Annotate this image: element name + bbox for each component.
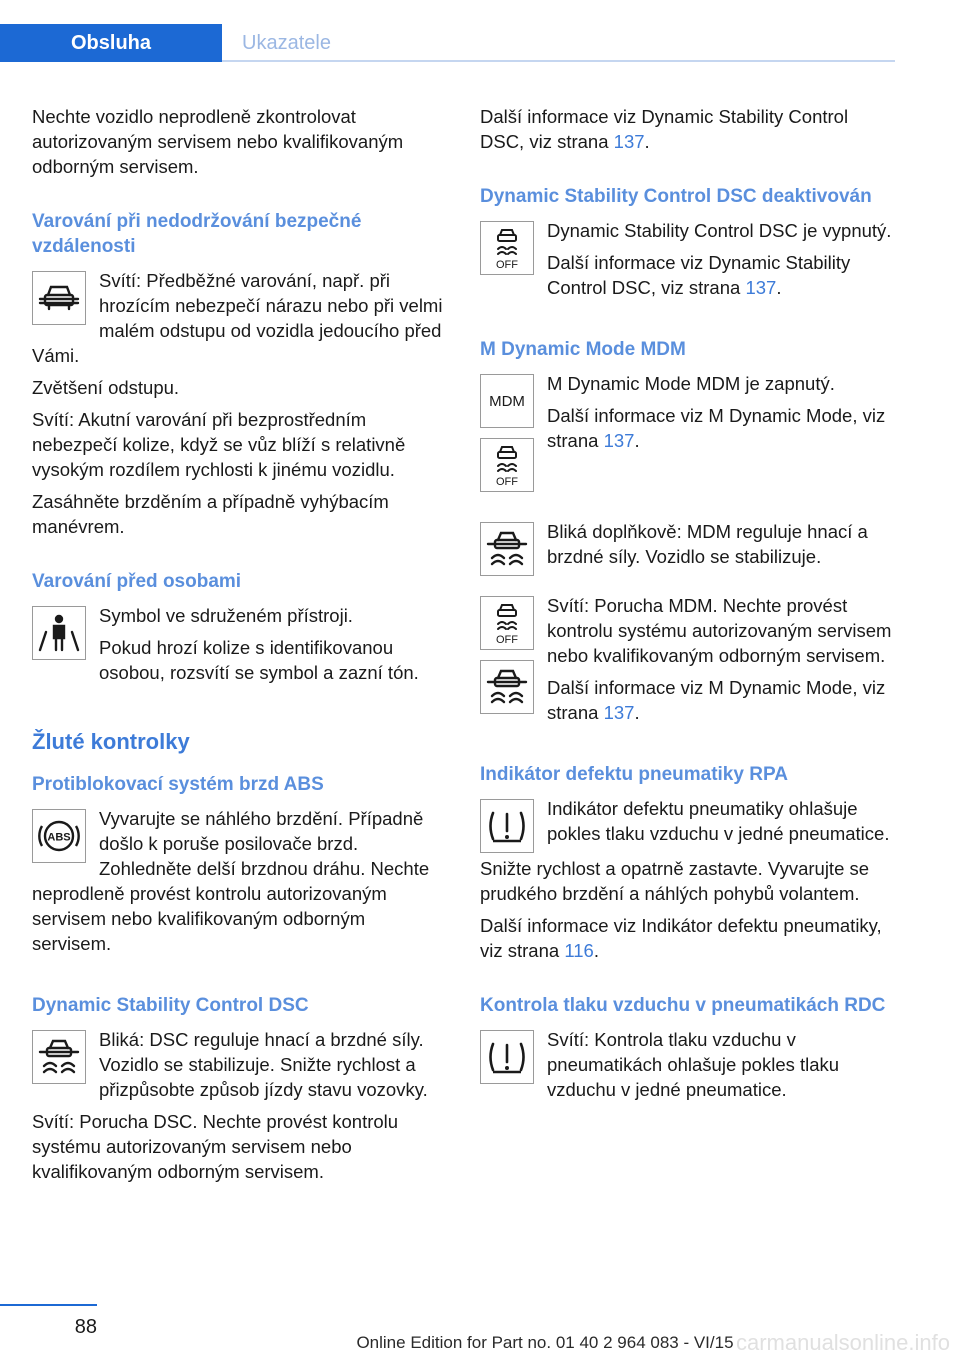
- mdm-lead: M Dynamic Mode MDM je zapnutý.: [547, 373, 835, 394]
- header-tabs: [0, 24, 895, 62]
- page-link-116[interactable]: 116: [564, 940, 594, 961]
- mdm-block: [480, 371, 896, 505]
- mdm-icon: [480, 374, 534, 428]
- dsc-off-label: OFF: [496, 259, 518, 271]
- intro-paragraph: Nechte vozidlo neprodleně zkontrolovat autorizovaným servisem nebo kvalifikovaným odborným servisem.: [32, 106, 404, 177]
- page-link-137[interactable]: 137: [745, 277, 777, 298]
- heading-rdc: Kontrola tlaku vzduchu v pneumatikách RDC: [480, 995, 886, 1016]
- dsc-info-paragraph: Další informace viz Dynamic Stability Control DSC, viz strana 137.: [480, 106, 849, 152]
- heading-abs: Protiblokovací systém brzd ABS: [32, 774, 324, 795]
- dsc-icon: [480, 522, 534, 576]
- heading-mdm: M Dynamic Mode MDM: [480, 339, 686, 360]
- mdm-flash-block: [480, 519, 896, 579]
- heading-distance-warning: Varování při nedodržování bezpečné vzdálenosti: [32, 211, 362, 257]
- person-warning-p2: Pokud hrozí kolize s identifikovanou osobou, rozsvítí se symbol a zazní tón.: [99, 637, 419, 683]
- edition-text: Online Edition for Part no. 01 40 2 964 083 - VI/15: [356, 1333, 734, 1352]
- rpa-p2: Snižte rychlost a opatrně zastavte. Vyvarujte se prudkého brzdění a náhlých pohybů volantem.: [480, 858, 870, 904]
- page-number: 88: [74, 1316, 97, 1338]
- distance-warning-p2: Zvětšení odstupu.: [32, 377, 180, 398]
- abs-lead: Vyvarujte se náhlého brzdění. Případně došlo k poruše posilovače brzd. Zohledněte delší brzdnou dráhu. Nechte neprodleně provést kontrolu autorizovaným servisem nebo kvalifikovaným odborným servisem.: [32, 808, 430, 954]
- dsc-off-icon: [480, 221, 534, 275]
- left-column: [32, 104, 446, 1191]
- abs-icon: [32, 809, 86, 863]
- rpa-block: [480, 796, 896, 856]
- heading-person-warning: Varování před osobami: [32, 571, 242, 592]
- tab-ukazatele[interactable]: Ukazatele: [242, 31, 331, 54]
- mdm-icon-label: MDM: [489, 393, 525, 410]
- abs-block: [32, 806, 446, 963]
- car-warning-icon: [32, 271, 86, 325]
- rpa-lead: Indikátor defektu pneumatiky ohlašuje pokles tlaku vzduchu v jedné pneumatice.: [547, 798, 890, 844]
- dsc-icon: [480, 660, 534, 714]
- page-link-137[interactable]: 137: [603, 702, 635, 723]
- heading-dsc-off: Dynamic Stability Control DSC deaktivován: [480, 186, 872, 207]
- rdc-lead: Svítí: Kontrola tlaku vzduchu v pneumatikách ohlašuje pokles tlaku vzduchu v jedné pneumatice.: [547, 1029, 840, 1100]
- footer-rule: [0, 1304, 97, 1306]
- mdm-flash-lead: Bliká doplňkově: MDM reguluje hnací a brzdné síly. Vozidlo se stabilizuje.: [547, 521, 868, 567]
- dsc-icon: [32, 1030, 86, 1084]
- rpa-p3: Další informace viz Indikátor defektu pneumatiky, viz strana 116.: [480, 915, 882, 961]
- dsc-p2: Svítí: Porucha DSC. Nechte provést kontrolu systému autorizovaným servisem nebo kvalifikovaným odborným servisem.: [32, 1111, 399, 1182]
- distance-warning-lead: Svítí: Předběžné varování, např. při hrozícím nebezpečí nárazu nebo při velmi malém odstupu od vozidla jedoucího před Vámi.: [32, 270, 443, 366]
- rdc-block: [480, 1027, 896, 1109]
- dsc-off-icon: [480, 596, 534, 650]
- distance-warning-block: [32, 268, 446, 375]
- pedestrian-icon: [32, 606, 86, 660]
- heading-rpa: Indikátor defektu pneumatiky RPA: [480, 764, 788, 785]
- heading-yellow-lights: Žluté kontrolky: [32, 729, 190, 754]
- dsc-off-p2: Další informace viz Dynamic Stability Control DSC, viz strana 137.: [547, 252, 851, 298]
- tire-warning-icon: [480, 1030, 534, 1084]
- mdm-fault-block: [480, 593, 896, 732]
- tab-obsluha[interactable]: Obsluha: [0, 24, 222, 62]
- right-column: [480, 104, 896, 1109]
- tire-warning-icon: [480, 799, 534, 853]
- page-link-137[interactable]: 137: [613, 131, 645, 152]
- dsc-off-lead: Dynamic Stability Control DSC je vypnutý.: [547, 220, 892, 241]
- dsc-off-block: [480, 218, 896, 307]
- tab-underline: [222, 60, 895, 62]
- dsc-block: [32, 1027, 446, 1109]
- distance-warning-p3: Svítí: Akutní varování při bezprostředním nebezpečí kolize, když se vůz blíží s relativně vysokým rozdílem rychlosti k jinému vozidlu.: [32, 409, 406, 480]
- person-warning-lead: Symbol ve sdruženém přístroji.: [99, 605, 353, 626]
- dsc-lead: Bliká: DSC reguluje hnací a brzdné síly. Vozidlo se stabilizuje. Snižte rychlost a přizpůsobte způsob jízdy stavu vozovky.: [99, 1029, 428, 1100]
- distance-warning-p4: Zasáhněte brzděním a případně vyhýbacím manévrem.: [32, 491, 389, 537]
- dsc-off-icon: [480, 438, 534, 492]
- dsc-off-label: OFF: [496, 476, 518, 488]
- watermark: carmanualsonline.info: [735, 1330, 950, 1355]
- page-link-137[interactable]: 137: [603, 430, 635, 451]
- mdm-fault-lead: Svítí: Porucha MDM. Nechte provést kontrolu systému autorizovaným servisem nebo kvalifikovaným odborným servisem.: [547, 595, 892, 666]
- mdm-fault-p2: Další informace viz M Dynamic Mode, viz strana 137.: [547, 677, 886, 723]
- heading-dsc: Dynamic Stability Control DSC: [32, 995, 309, 1016]
- dsc-off-label: OFF: [496, 634, 518, 646]
- mdm-p2: Další informace viz M Dynamic Mode, viz strana 137.: [547, 405, 886, 451]
- abs-icon-label: ABS: [47, 831, 71, 844]
- person-warning-block: [32, 603, 446, 692]
